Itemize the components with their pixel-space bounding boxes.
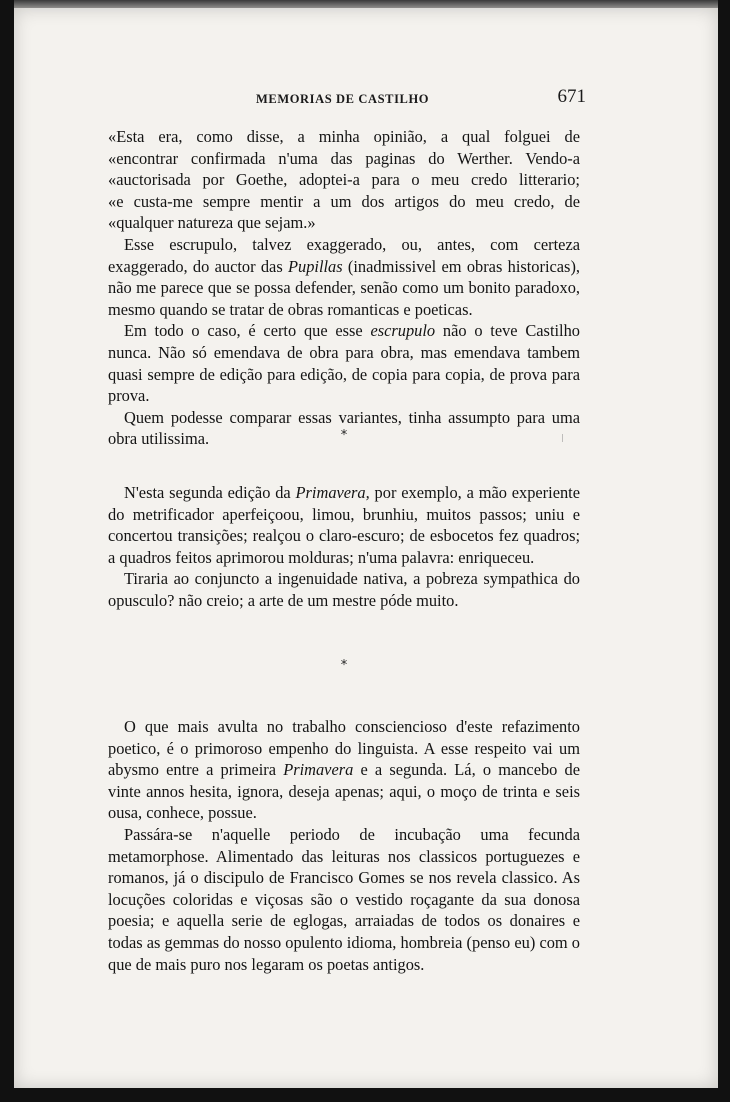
paragraph-variantes: Quem podesse comparar essas variantes, tinha assumpto para uma obra utilissima. — [108, 407, 580, 449]
text-run: O que mais avulta no trabalho consciencioso d'este refazimento poetico, é o primoroso empenho do linguista. A esse respeito vai um abysmo entre a primeira — [108, 717, 580, 780]
section-1 — [108, 126, 580, 450]
text-run: por exemplo, a mão experiente do metrificador aperfeiçoou, limou, brunhiu, muitos passos; uniu e concertou transições; realçou o claro-escuro; de esbocetos fez quadros; a quadros feitos aprimorou molduras; n'uma palavra: enriqueceu. — [108, 483, 580, 567]
quote-line: «encontrar confirmada n'uma das paginas do Werther. Vendo-a — [108, 148, 580, 168]
italic-title: Primavera — [283, 760, 354, 780]
running-head: MEMORIAS DE CASTILHO — [256, 92, 430, 106]
paragraph-segunda-edicao — [108, 482, 580, 568]
asterism-divider: * — [340, 658, 348, 673]
section-2 — [108, 482, 580, 612]
text-run: (inadmissivel em obras historicas), não me parece que se possa defender, senão como um bonito paradoxo, mesmo quando se tratar de obras romanticas e poeticas. — [108, 256, 580, 319]
castilho-quote — [108, 126, 580, 234]
text-run: Esse escrupulo, talvez exaggerado, ou, antes, com certeza exaggerado, do auctor das — [108, 234, 580, 276]
paragraph-em-todo-caso — [108, 320, 580, 406]
text-run: N'esta segunda edição da — [124, 483, 296, 502]
page-number: 671 — [557, 86, 586, 107]
section-3 — [108, 716, 580, 975]
page-header — [108, 88, 586, 110]
paragraph-tiraria: Tiraria ao conjuncto a ingenuidade nativa, a pobreza sympathica do opusculo? não creio; a arte de um mestre póde muito. — [108, 569, 580, 610]
quote-line: «Esta era, como disse, a minha opinião, a qual folguei de — [108, 127, 580, 146]
paragraph-escrupulo — [108, 234, 580, 320]
asterism-divider: * — [340, 428, 348, 443]
paragraph-metamorphose: Passára-se n'aquelle periodo de incubação uma fecunda metamorphose. Alimentado das leituras nos classicos portuguezes e romanos, já o discipulo de Francisco Gomes se nos revela classico. As locuções coloridas e viçosas são o vestido roçagante da sua donosa poesia; e aquella serie de eglogas, arraiadas de todos os donaires e todas as gemmas do nosso opulento idioma, hombreia (penso eu) com o que de mais puro nos legaram os poetas antigos. — [108, 824, 580, 974]
italic-title: Pupillas — [287, 256, 343, 276]
text-run: e a segunda. Lá, o mancebo de vinte annos hesita, ignora, deseja apenas; aqui, o moço de trinta e seis ousa, conhece, possue. — [108, 760, 580, 823]
paper-speck — [562, 434, 567, 442]
italic-word: escrupulo — [370, 321, 436, 341]
italic-title: Primavera, — [295, 483, 370, 502]
text-run: Em todo o caso, é certo que esse — [124, 321, 371, 341]
text-run: não o teve Castilho nunca. Não só emendava de obra para obra, mas emendava tambem quasi sempre de edição para edição, de copia para copia, de prova para prova. — [108, 321, 580, 406]
paragraph-refazimento — [108, 716, 580, 824]
quote-line: «auctorisada por Goethe, adoptei-a para o meu credo litterario; — [108, 170, 580, 190]
quote-line: «e custa-me sempre mentir a um dos artigos do meu credo, de — [108, 191, 580, 211]
quote-line: «qualquer natureza que sejam.» — [108, 213, 316, 233]
